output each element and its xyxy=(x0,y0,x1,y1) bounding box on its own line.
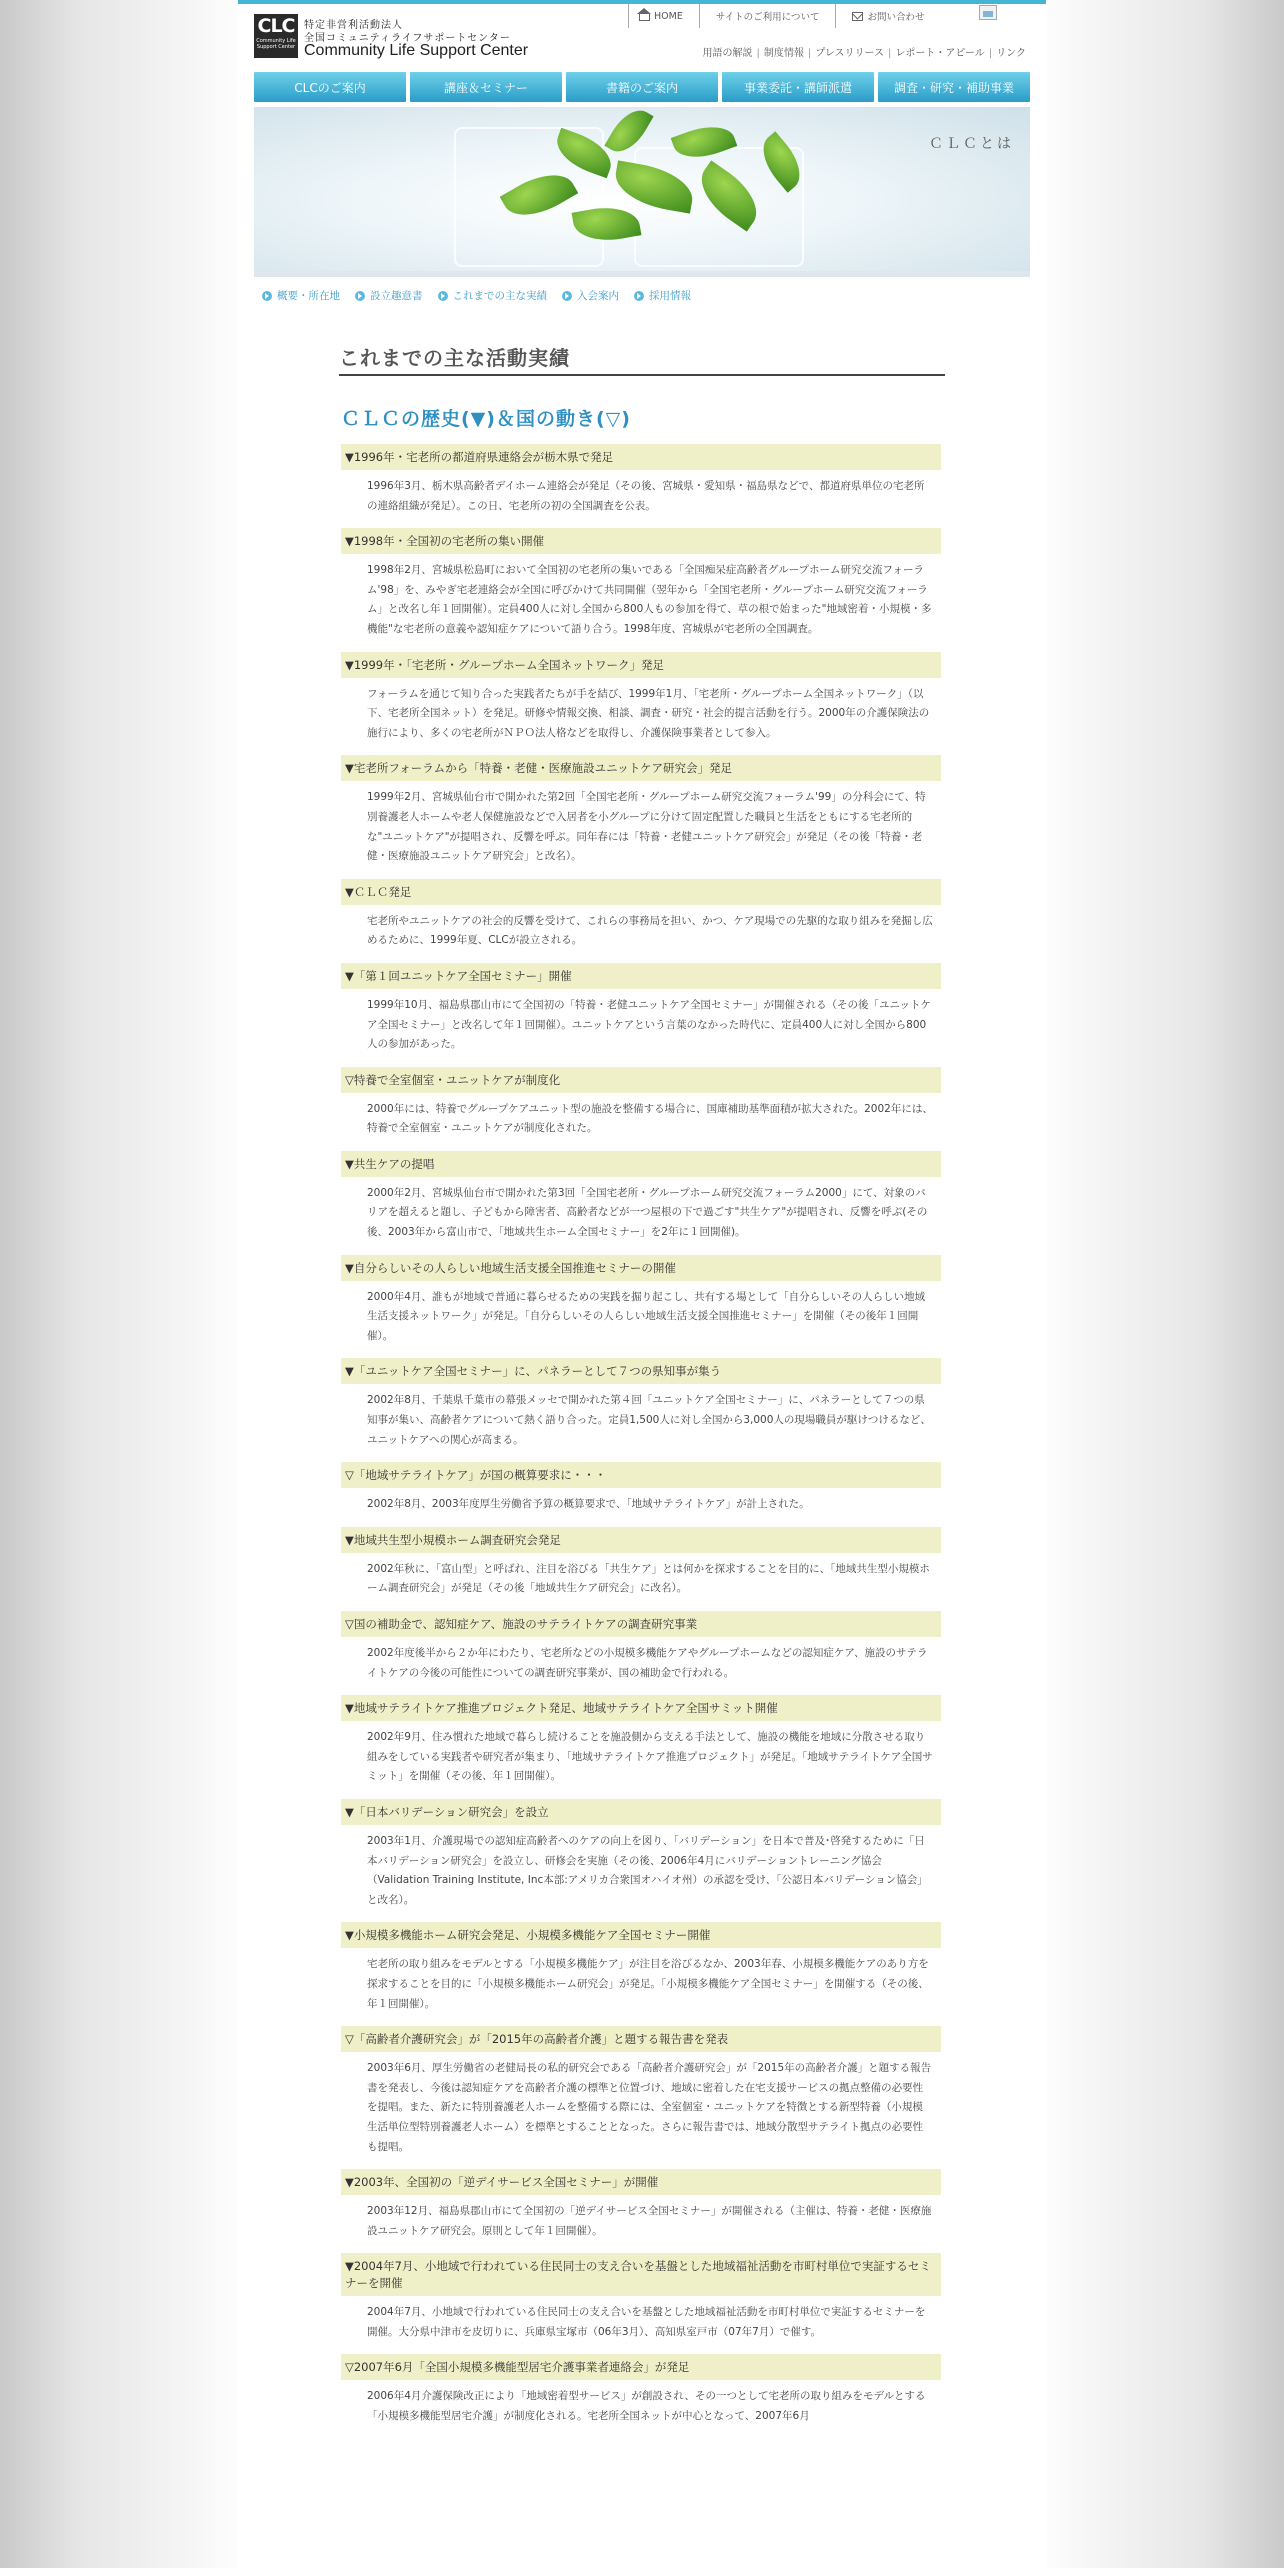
history-entry xyxy=(341,1527,941,1599)
history-entry-body: 宅老所の取り組みをモデルとする「小規模多機能ケア」が注目を浴びるなか、2003年春、小規模多機能ケアのあり方を探求することを目的に「小規模多機能ホーム研究会」が発足。「小規模多機能ケア全国セミナー」を開催する（その後、年１回開催）。 xyxy=(367,1958,929,2010)
sub-nav xyxy=(262,288,706,303)
snav-achievements[interactable]: これまでの主な実績 xyxy=(438,288,548,303)
snav-overview[interactable]: 概要・所在地 xyxy=(262,288,340,303)
history-entry-body: 2003年12月、福島県郡山市にて全国初の「逆デイサービス全国セミナー」が開催される（主催は、特養・老健・医療施設ユニットケア研究会。原則として年１回開催）。 xyxy=(367,2205,932,2237)
history-entry-body: 2004年7月、小地域で行われている住民同士の支え合いを基盤とした地域福祉活動を市町村単位で実証するセミナーを開催。大分県中津市を皮切りに、兵庫県宝塚市（06年3月）、高知県室戸市（07年7月）で催す。 xyxy=(367,2306,926,2338)
history-entry xyxy=(341,652,941,744)
history-entry-title: ▽「地域サテライトケア」が国の概算要求に・・・ xyxy=(341,1462,941,1488)
arrow-bullet-icon xyxy=(438,291,448,301)
history-entry-title: ▽国の補助金で、認知症ケア、施設のサテライトケアの調査研究事業 xyxy=(341,1611,941,1637)
home-link[interactable]: HOME xyxy=(628,4,699,28)
mail-icon xyxy=(852,12,863,21)
history-entry xyxy=(341,1067,941,1139)
system-info-link[interactable]: 制度情報 xyxy=(763,48,804,59)
gnav-consignment[interactable]: 事業委託・講師派遣 xyxy=(722,72,874,102)
site-usage-link[interactable]: サイトのご利用について xyxy=(699,4,836,28)
history-entry-body: 2000年4月、誰もが地域で普通に暮らせるための実践を掘り起こし、共有する場として「自分らしいその人らしい地域生活支援ネットワーク」が発足。「自分らしいその人らしい地域生活支援全国推進セミナー」を開催（その後年１回開催）。 xyxy=(367,1290,926,1342)
hero-bottom-band xyxy=(254,271,1030,277)
gnav-research[interactable]: 調査・研究・補助事業 xyxy=(878,72,1030,102)
snav-recruit[interactable]: 採用情報 xyxy=(634,288,691,303)
history-entry-title: ▼「第１回ユニットケア全国セミナー」開催 xyxy=(341,963,941,989)
history-entry xyxy=(341,2253,941,2342)
org-type: 特定非営利活動法人 xyxy=(304,20,403,31)
hero-banner xyxy=(254,107,1030,277)
history-entry xyxy=(341,879,941,951)
history-entry xyxy=(341,444,941,516)
history-entry-title: ▼小規模多機能ホーム研究会発足、小規模多機能ケア全国セミナー開催 xyxy=(341,1922,941,1948)
arrow-bullet-icon xyxy=(262,291,272,301)
history-entry-title: ▼「日本バリデーション研究会」を設立 xyxy=(341,1799,941,1825)
history-entry-body: 2002年9月、住み慣れた地域で暮らし続けることを施設側から支える手法として、施設の機能を地域に分散させる取り組みをしている実践者や研究者が集まり、「地域サテライトケア推進プロジェクト」が発足。「地域サテライトケア全国サミット」を開催（その後、年１回開催）。 xyxy=(367,1731,933,1783)
page-title: これまでの主な活動実績 xyxy=(339,342,945,376)
gnav-about-clc[interactable]: CLCのご案内 xyxy=(254,72,406,102)
gnav-courses-seminars[interactable]: 講座＆セミナー xyxy=(410,72,562,102)
arrow-bullet-icon xyxy=(634,291,644,301)
arrow-bullet-icon xyxy=(562,291,572,301)
contact-link[interactable]: お問い合わせ xyxy=(835,4,940,28)
history-entry-title: ▼2003年、全国初の「逆デイサービス全国セミナー」が開催 xyxy=(341,2169,941,2195)
history-entry-title: ▽特養で全室個室・ユニットケアが制度化 xyxy=(341,1067,941,1093)
history-entry-title: ▼2004年7月、小地域で行われている住民同士の支え合いを基盤とした地域福祉活動を市町村単位で実証するセミナーを開催 xyxy=(341,2253,941,2296)
history-entry xyxy=(341,1255,941,1347)
glossary-link[interactable]: 用語の解説 xyxy=(702,48,753,59)
history-entry-body: 2002年8月、2003年度厚生労働省予算の概算要求で、「地域サテライトケア」が計上された。 xyxy=(367,1498,810,1511)
history-entry-title: ▼地域共生型小規模ホーム調査研究会発足 xyxy=(341,1527,941,1553)
history-entry xyxy=(341,1462,941,1515)
history-entry-title: ▼宅老所フォーラムから「特養・老健・医療施設ユニットケア研究会」発足 xyxy=(341,755,941,781)
history-entry-title: ▼自分らしいその人らしい地域生活支援全国推進セミナーの開催 xyxy=(341,1255,941,1281)
section-title: ＣＬＣの歴史(▼)＆国の動き(▽) xyxy=(341,408,631,430)
history-entry-body: 1996年3月、栃木県高齢者デイホーム連絡会が発足（その後、宮城県・愛知県・福島県などで、都道府県単位の宅老所の連絡組織が発足）。この日、宅老所の初の全国調査を公表。 xyxy=(367,480,925,512)
org-name-ja: 全国コミュニティライフサポートセンター xyxy=(304,33,511,44)
history-entry-body: 1999年2月、宮城県仙台市で開かれた第2回「全国宅老所・グループホーム研究交流フォーラム'99」の分科会にて、特別養護老人ホームや老人保健施設などで入居者を小グループに分けて固定配置した職員と生活をともにする宅老所的な"ユニットケア"が提唱され、反響を呼ぶ。同年春には「特養・老健ユニットケア研究会」が発足（その後「特養・老健・医療施設ユニットケア研究会」と改名）。 xyxy=(367,791,926,863)
history-entry-body: 2002年度後半から２か年にわたり、宅老所などの小規模多機能ケアやグループホームなどの認知症ケア、施設のサテライトケアの今後の可能性についての調査研究事業が、国の補助金で行われる。 xyxy=(367,1647,928,1679)
history-entry-title: ▽2007年6月「全国小規模多機能型居宅介護事業者連絡会」が発足 xyxy=(341,2354,941,2380)
history-entry xyxy=(341,1358,941,1450)
history-entry xyxy=(341,1922,941,2014)
report-appeal-link[interactable]: レポート・アピール xyxy=(895,48,985,59)
history-entry xyxy=(341,2354,941,2426)
page-container xyxy=(238,0,1046,2568)
history-entry-body: 2006年4月介護保険改正により「地域密着型サービス」が創設され、その一つとして宅老所の取り組みをモデルとする「小規模多機能型居宅介護」が制度化される。宅老所全国ネットが中心となって、2007年6月 xyxy=(367,2390,926,2423)
history-entry xyxy=(341,1695,941,1787)
history-entry-title: ▼1999年・「宅老所・グループホーム全国ネットワーク」発足 xyxy=(341,652,941,678)
sub-links: 用語の解説 | 制度情報 | プレスリリース | レポート・アピール | リンク xyxy=(698,44,1030,59)
site-logo[interactable] xyxy=(254,14,554,62)
snav-prospectus[interactable]: 設立趣意書 xyxy=(355,288,423,303)
history-entry-title: ▼1998年・全国初の宅老所の集い開催 xyxy=(341,528,941,554)
history-entry-body: 1999年10月、福島県郡山市にて全国初の「特養・老健ユニットケア全国セミナー」が開催される（その後「ユニットケア全国セミナー」と改名して年１回開催）。ユニットケアという言葉のなかった時代に、定員400人に対し全国から800人の参加があった。 xyxy=(367,998,931,1051)
history-entry xyxy=(341,1611,941,1683)
links-link[interactable]: リンク xyxy=(996,48,1026,59)
history-entry xyxy=(341,755,941,866)
history-entry-body: 2000年2月、宮城県仙台市で開かれた第3回「全国宅老所・グループホーム研究交流フォーラム2000」にて、対象のバリアを超えると題し、子どもから障害者、高齢者などが一つ屋根の下で過ごす"共生ケア"が提唱され、反響を呼ぶ(その後、2003年から富山市で、「地域共生ホーム全国セミナー」を2年に１回開催)。 xyxy=(367,1186,928,1239)
history-entry-body: 2003年1月、介護現場での認知症高齢者へのケアの向上を図り、「バリデーション」を日本で普及･啓発するために「日本バリデーション研究会」を設立し、研修会を実施（その後、2006年4月にバリデーショントレーニング協会（Validation Training Institute, Inc本部:アメリカ合衆国オハイオ州）の承認を受け、「公認日本バリデーション協会」と改名）。 xyxy=(367,1834,928,1906)
history-entry-body: 1998年2月、宮城県松島町において全国初の宅老所の集いである「全国痴呆症高齢者グループホーム研究交流フォーラム'98」を、みやぎ宅老連絡会が全国に呼びかけて共同開催（翌年から「全国宅老所・グループホーム研究交流フォーラム」と改名し年１回開催）。定員400人に対し全国から800人もの参加を得て、草の根で始まった"地域密着・小規模・多機能"な宅老所の意義や認知症ケアについて語り合う。1998年度、宮城県が宅老所の全国調査。 xyxy=(367,564,932,635)
history-list xyxy=(341,444,941,2439)
global-nav xyxy=(254,72,1030,102)
press-release-link[interactable]: プレスリリース xyxy=(815,48,885,59)
history-entry-body: 2003年6月、厚生労働省の老健局長の私的研究会である「高齢者介護研究会」が「2015年の高齢者介護」と題する報告書を発表し、今後は認知症ケアを高齢者介護の標準と位置づけ、地域に密着した在宅支援サービスの拠点整備の必要性を提唱。また、新たに特別養護老人ホームを整備する際には、全室個室・ユニットケアを特徴とする新型特養（小規模生活単位型特別養護老人ホーム）を標準とすることとなった。さらに報告書では、地域分散型サテライト拠点の必要性も提唱。 xyxy=(367,2062,932,2153)
history-entry-title: ▽「高齢者介護研究会」が「2015年の高齢者介護」と題する報告書を発表 xyxy=(341,2026,941,2052)
history-entry-title: ▼共生ケアの提唱 xyxy=(341,1151,941,1177)
utility-nav xyxy=(628,4,941,28)
history-entry-body: 宅老所やユニットケアの社会的反響を受けて、これらの事務局を担い、かつ、ケア現場での先駆的な取り組みを発掘し広めるために、1999年夏、CLCが設立される。 xyxy=(367,914,933,947)
arrow-bullet-icon xyxy=(355,291,365,301)
history-entry-body: フォーラムを通じて知り合った実践者たちが手を結び、1999年1月、「宅老所・グループホーム全国ネットワーク」（以下、宅老所全国ネット）を発足。研修や情報交換、相談、調査・研究・社会的提言活動を行う。2000年の介護保険法の施行により、多くの宅老所がＮＰＯ法人格などを取得し、介護保険事業者として参入。 xyxy=(367,687,930,739)
home-icon xyxy=(639,14,650,21)
history-entry xyxy=(341,1799,941,1910)
history-entry xyxy=(341,528,941,639)
history-entry-title: ▼「ユニットケア全国セミナー」に、パネラーとして７つの県知事が集う xyxy=(341,1358,941,1384)
history-entry-title: ▼ＣＬＣ発足 xyxy=(341,879,941,905)
history-entry-title: ▼1996年・宅老所の都道府県連絡会が栃木県で発足 xyxy=(341,444,941,470)
history-entry xyxy=(341,2026,941,2157)
history-entry xyxy=(341,963,941,1055)
history-entry xyxy=(341,2169,941,2241)
hero-caption: ＣＬＣとは xyxy=(929,136,1014,152)
history-entry-body: 2000年には、特養でグループケアユニット型の施設を整備する場合に、国庫補助基準面積が拡大された。2002年には、特養で全室個室・ユニットケアが制度化された。 xyxy=(367,1102,933,1135)
broken-image-icon[interactable] xyxy=(979,5,997,20)
snav-membership[interactable]: 入会案内 xyxy=(562,288,619,303)
org-name-en: Community Life Support Center xyxy=(304,42,529,59)
history-entry xyxy=(341,1151,941,1243)
gnav-books[interactable]: 書籍のご案内 xyxy=(566,72,718,102)
history-entry-body: 2002年8月、千葉県千葉市の幕張メッセで開かれた第４回「ユニットケア全国セミナー」に、パネラーとして７つの県知事が集い、高齢者ケアについて熱く語り合った。定員1,500人に対し全国から3,000人の現場職員が駆けつけるなど、ユニットケアへの関心が高まる。 xyxy=(367,1394,931,1446)
history-entry-body: 2002年秋に、「富山型」と呼ばれ、注目を浴びる「共生ケア」とは何かを探求することを目的に、「地域共生型小規模ホーム調査研究会」が発足（その後「地域共生ケア研究会」に改名）。 xyxy=(367,1562,930,1595)
history-entry-title: ▼地域サテライトケア推進プロジェクト発足、地域サテライトケア全国サミット開催 xyxy=(341,1695,941,1721)
clc-logo-mark: CLC Community Life Support Center xyxy=(254,14,298,58)
